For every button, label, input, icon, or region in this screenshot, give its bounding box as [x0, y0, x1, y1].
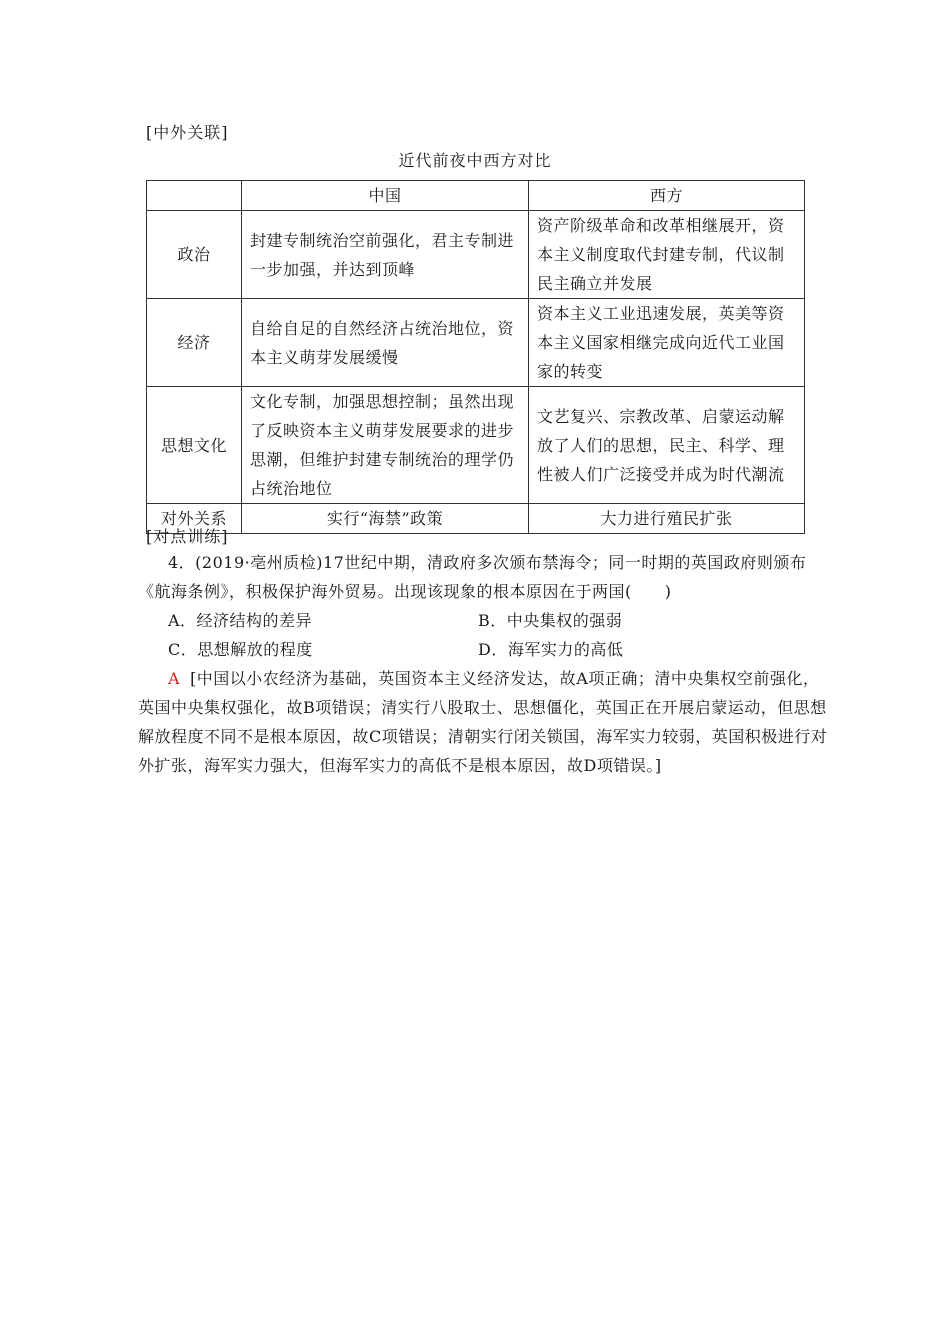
west-cell: 资产阶级革命和改革相继展开，资本主义制度取代封建专制，代议制民主确立并发展	[529, 211, 805, 299]
table-caption: 近代前夜中西方对比	[398, 151, 552, 170]
table-header-row	[147, 181, 805, 211]
table-row	[147, 504, 805, 534]
header-west: 西方	[529, 181, 805, 211]
china-cell: 自给自足的自然经济占统治地位，资本主义萌芽发展缓慢	[242, 299, 529, 387]
china-cell: 文化专制，加强思想控制；虽然出现了反映资本主义萌芽发展要求的进步思潮，但维护封建专制统治的理学仍占统治地位	[242, 387, 529, 504]
header-empty	[147, 181, 242, 211]
china-cell: 实行“海禁”政策	[242, 504, 529, 534]
question-stem: 4．(2019·亳州质检)17世纪中期，清政府多次颁布禁海令；同一时期的英国政府则颁布《航海条例》，积极保护海外贸易。出现该现象的根本原因在于两国( )	[138, 553, 807, 601]
west-cell: 大力进行殖民扩张	[529, 504, 805, 534]
options-list	[138, 606, 828, 664]
china-cell: 封建专制统治空前强化，君主专制进一步加强，并达到顶峰	[242, 211, 529, 299]
option-d: D．海军实力的高低	[478, 640, 624, 659]
explanation-text: [中国以小农经济为基础，英国资本主义经济发达，故A项正确；清中央集权空前强化，英国中央集权强化，故B项错误；清实行八股取士、思想僵化，英国正在开展启蒙运动，但思想解放程度不同不是根本原因，故C项错误；清朝实行闭关锁国，海军实力较弱，英国积极进行对外扩张，海军实力强大，但海军实力的高低不是根本原因，故D项错误。]	[138, 669, 828, 775]
answer-key: A	[168, 669, 181, 688]
comparison-table	[146, 180, 805, 534]
row-label: 对外关系	[147, 504, 242, 534]
section-label: [中外关联]	[146, 123, 229, 142]
section-label-practice: [对点训练]	[146, 527, 229, 546]
row-label: 思想文化	[147, 387, 242, 504]
west-cell: 资本主义工业迅速发展，英美等资本主义国家相继完成向近代工业国家的转变	[529, 299, 805, 387]
row-label: 经济	[147, 299, 242, 387]
row-label: 政治	[147, 211, 242, 299]
header-china: 中国	[242, 181, 529, 211]
question-block	[138, 548, 828, 780]
west-cell: 文艺复兴、宗教改革、启蒙运动解放了人们的思想，民主、科学、理性被人们广泛接受并成为时代潮流	[529, 387, 805, 504]
answer-explanation	[138, 664, 828, 780]
table-row	[147, 387, 805, 504]
table-row	[147, 211, 805, 299]
option-c: C．思想解放的程度	[168, 640, 313, 659]
table-row	[147, 299, 805, 387]
option-b: B．中央集权的强弱	[478, 611, 623, 630]
option-a: A．经济结构的差异	[168, 611, 313, 630]
